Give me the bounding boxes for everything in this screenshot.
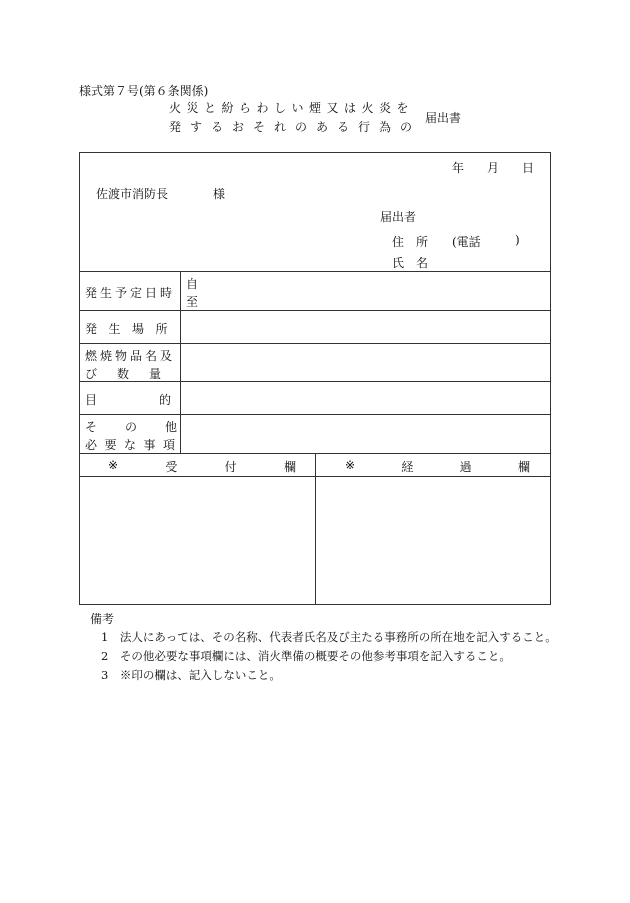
- divider: [79, 310, 551, 311]
- header-char: 過: [459, 460, 472, 474]
- location-label: 発生場所: [85, 322, 180, 336]
- reception-column-header: [108, 458, 296, 475]
- date-year-label: 年: [452, 161, 465, 175]
- fuel-label-line2: び数量: [85, 367, 182, 381]
- header-char: 欄: [283, 460, 296, 474]
- honorific: 様: [213, 187, 226, 201]
- note-item: 1 法人にあっては、その名称、代表者氏名及び主たる事務所の所在地を記入すること。: [101, 630, 557, 644]
- form-title-suffix: 届出書: [425, 111, 462, 125]
- other-label-line1: その他: [85, 420, 206, 434]
- fuel-label-line1: 燃焼物品名及: [85, 349, 176, 363]
- divider: [79, 343, 551, 344]
- form-number: 様式第７号(第６条関係): [79, 84, 209, 98]
- phone-label: (電話: [452, 235, 481, 249]
- progress-column-header: [345, 458, 530, 475]
- addressee: 佐渡市消防長: [96, 187, 169, 201]
- other-label-line2: 必要な事項: [85, 438, 183, 452]
- address-label: 住 所: [392, 235, 429, 249]
- header-char: 付: [224, 460, 237, 474]
- divider: [79, 271, 551, 272]
- notes-heading: 備考: [90, 612, 115, 626]
- form-title-line2: 発するおそれのある行為の: [169, 120, 422, 134]
- divider: [79, 414, 551, 415]
- scheduled-datetime-label: 発生予定日時: [85, 286, 176, 300]
- phone-close: ): [515, 233, 520, 247]
- from-label: 自: [186, 277, 199, 291]
- header-char: 受: [165, 460, 178, 474]
- header-char: 経: [401, 460, 414, 474]
- date-month-label: 月: [487, 161, 500, 175]
- note-item: 2 その他必要な事項欄には、消火準備の概要その他参考事項を記入すること。: [101, 649, 511, 663]
- asterisk-mark: ※: [108, 458, 119, 472]
- asterisk-mark: ※: [345, 458, 356, 472]
- divider: [315, 453, 316, 605]
- purpose-label: 目的: [85, 393, 234, 407]
- notifier-label: 届出者: [380, 210, 417, 224]
- date-day-label: 日: [522, 161, 535, 175]
- form-title-line1: 火災と紛らわしい煙又は火炎を: [169, 101, 415, 115]
- header-char: 欄: [517, 460, 530, 474]
- to-label: 至: [186, 295, 199, 309]
- note-item: 3 ※印の欄は、記入しないこと。: [101, 668, 281, 682]
- name-label: 氏 名: [392, 256, 429, 270]
